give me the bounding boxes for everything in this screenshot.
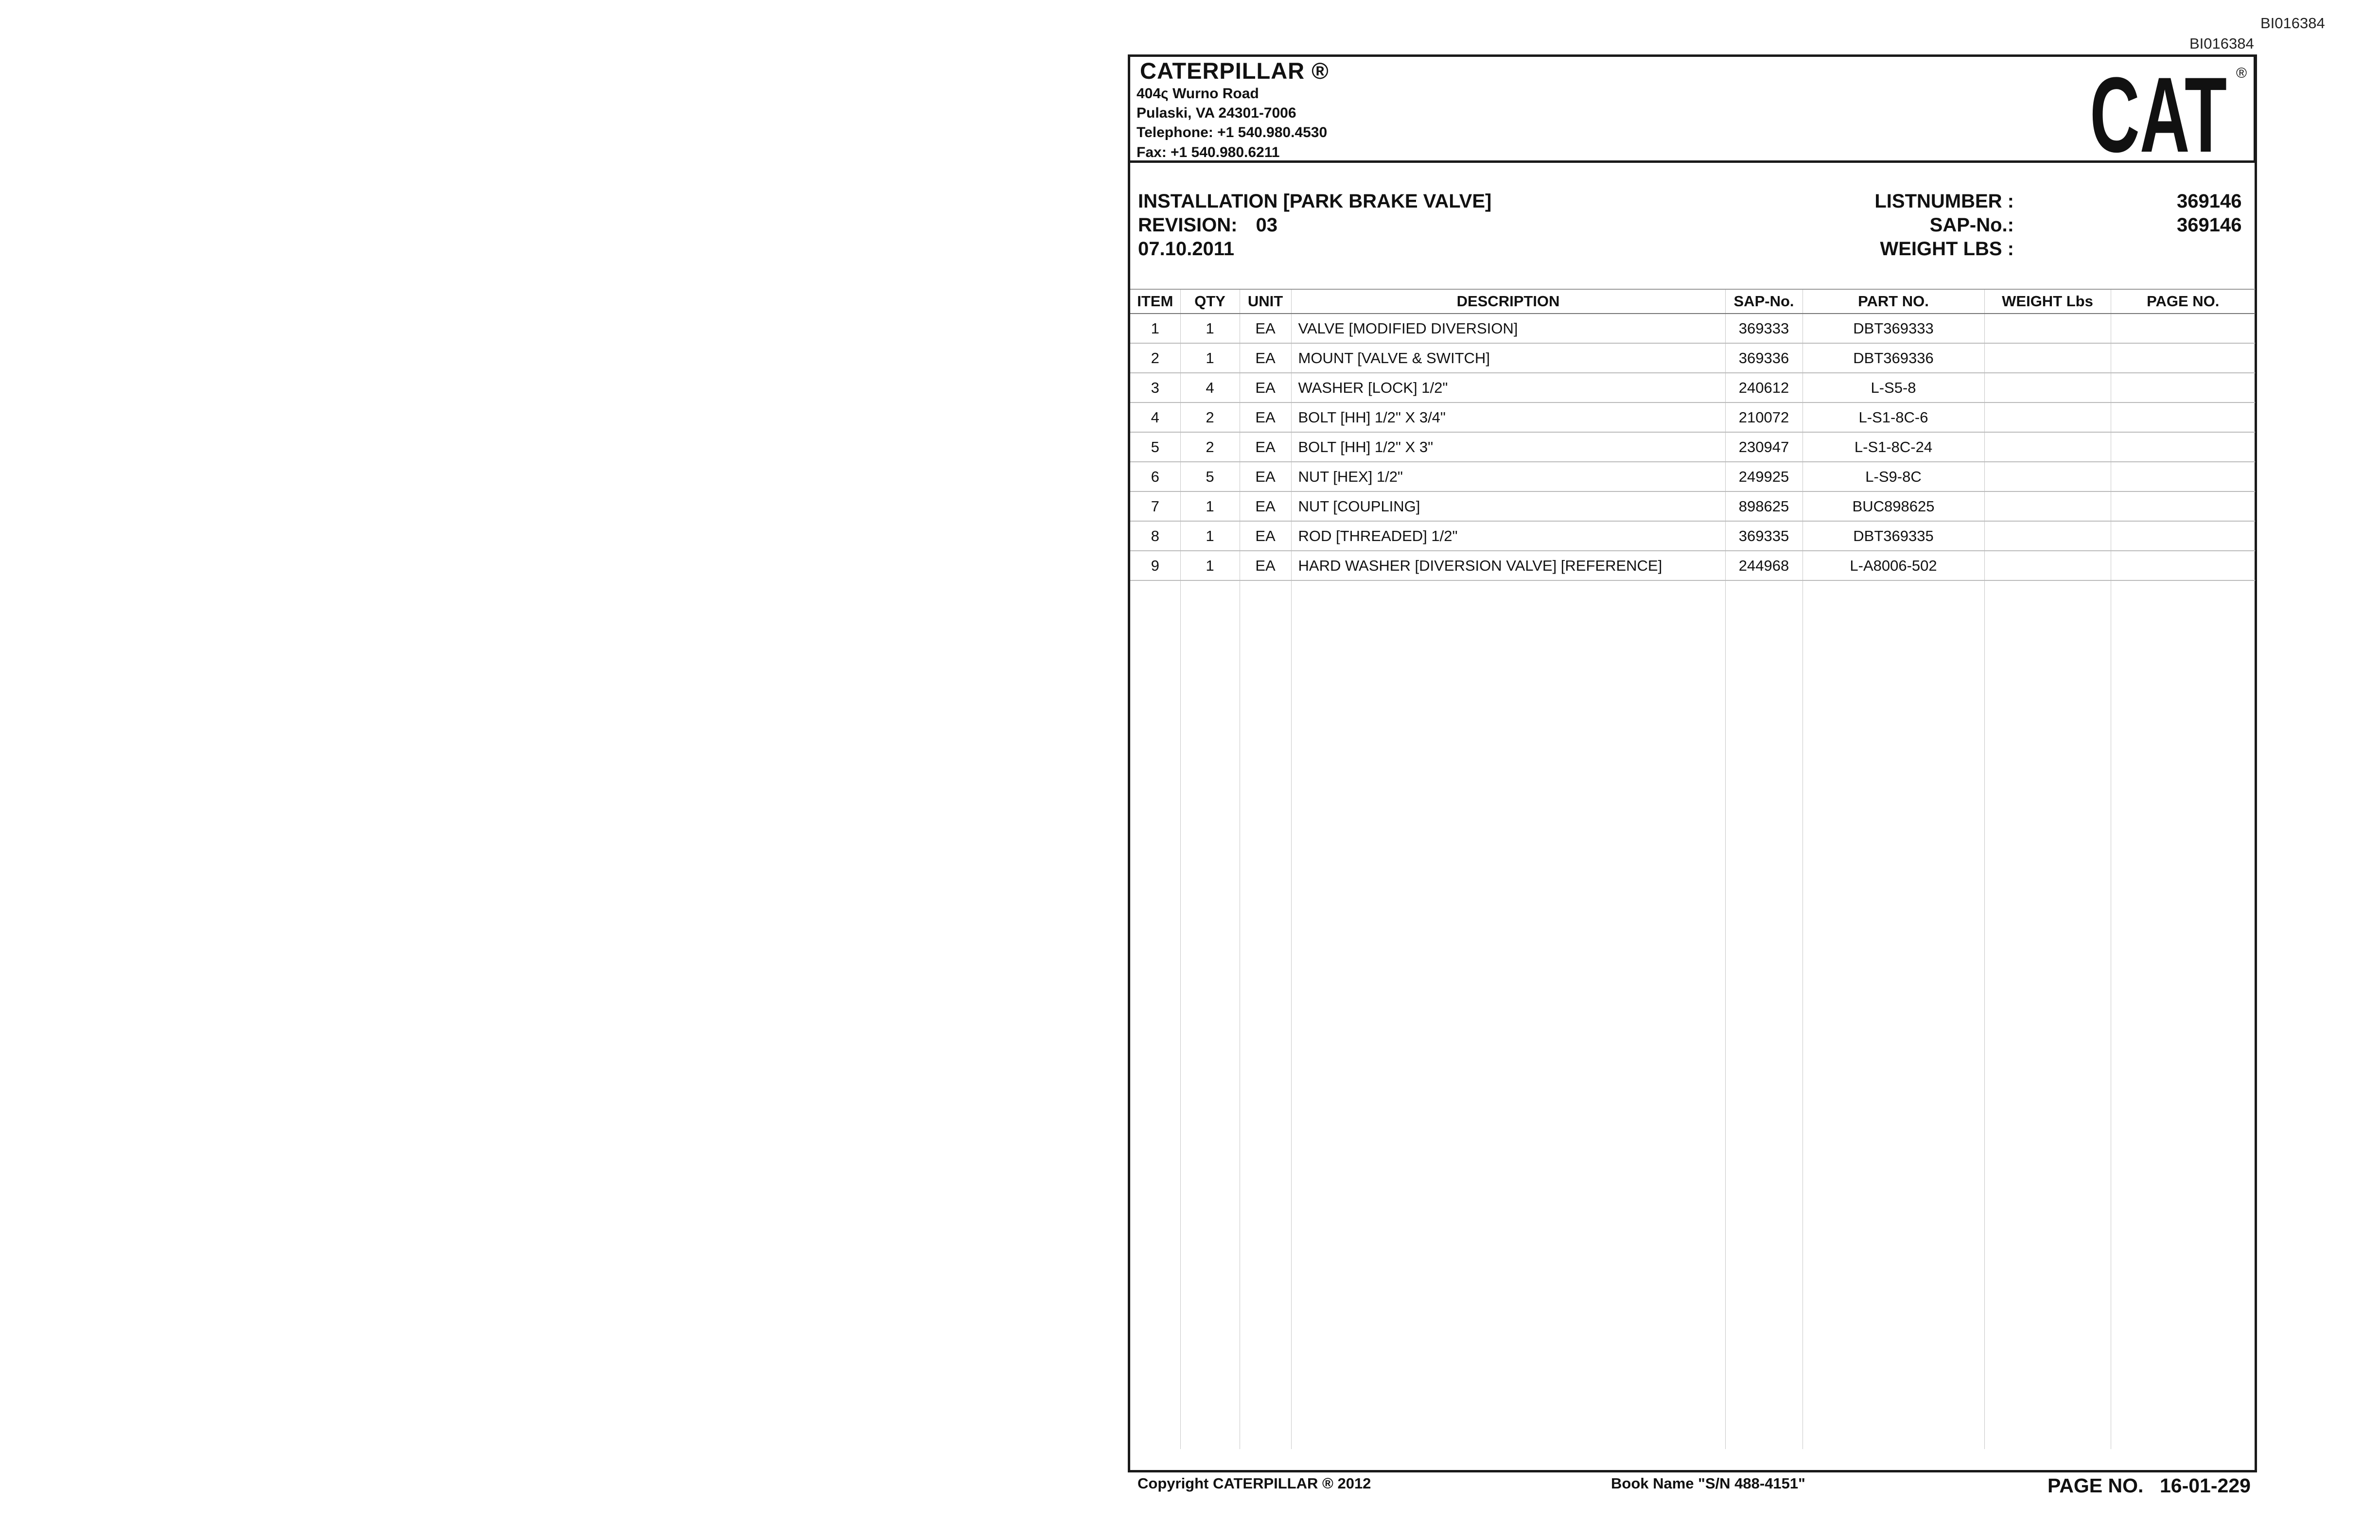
sap-number-label: SAP-No.: [1929, 214, 2014, 236]
cell-item: 1 [1130, 314, 1180, 343]
cell-sap-number: 369336 [1725, 343, 1802, 373]
cell-weight [1984, 432, 2111, 462]
header-border [2254, 54, 2257, 162]
company-phone: Telephone: +1 540.980.4530 [1137, 124, 1328, 140]
cell-description: NUT [HEX] 1/2" [1291, 462, 1725, 491]
revision-line [1138, 214, 1278, 236]
table-row [1130, 491, 2255, 521]
cell-unit: EA [1240, 402, 1291, 432]
document-id-top: BI016384 [2260, 15, 2325, 32]
cell-qty: 2 [1180, 432, 1240, 462]
cell-part-number: BUC898625 [1802, 491, 1984, 521]
cell-weight [1984, 521, 2111, 551]
cell-part-number: DBT369335 [1802, 521, 1984, 551]
cell-sap-number: 369333 [1725, 314, 1802, 343]
cell-description: WASHER [LOCK] 1/2" [1291, 373, 1725, 402]
cell-sap-number: 230947 [1725, 432, 1802, 462]
revision-label: REVISION: [1138, 214, 1238, 236]
cell-unit: EA [1240, 373, 1291, 402]
copyright-notice: Copyright CATERPILLAR ® 2012 [1138, 1475, 1371, 1492]
table-header-row [1130, 289, 2255, 314]
cell-qty: 4 [1180, 373, 1240, 402]
cell-unit: EA [1240, 462, 1291, 491]
cell-weight [1984, 551, 2111, 580]
company-fax: Fax: +1 540.980.6211 [1137, 144, 1280, 160]
document-id: BI016384 [2189, 35, 2254, 52]
cell-unit: EA [1240, 343, 1291, 373]
cell-page-number [2111, 402, 2255, 432]
cat-logo-text: CAT [2090, 63, 2227, 156]
column-header-item: ITEM [1130, 289, 1180, 314]
column-header-unit: UNIT [1240, 289, 1291, 314]
table-row [1130, 462, 2255, 491]
cell-description: BOLT [HH] 1/2" X 3" [1291, 432, 1725, 462]
cell-qty: 5 [1180, 462, 1240, 491]
page-number-label: PAGE NO. [2048, 1474, 2144, 1497]
cell-sap-number: 249925 [1725, 462, 1802, 491]
table-row [1130, 521, 2255, 551]
cell-item: 5 [1130, 432, 1180, 462]
table-row [1130, 402, 2255, 432]
cell-unit: EA [1240, 551, 1291, 580]
cell-description: BOLT [HH] 1/2" X 3/4" [1291, 402, 1725, 432]
cell-item: 7 [1130, 491, 1180, 521]
cell-qty: 1 [1180, 521, 1240, 551]
cell-item: 9 [1130, 551, 1180, 580]
cell-sap-number: 210072 [1725, 402, 1802, 432]
cell-qty: 1 [1180, 551, 1240, 580]
table-row [1130, 343, 2255, 373]
cell-page-number [2111, 314, 2255, 343]
company-name: CATERPILLAR ® [1140, 58, 1329, 84]
cell-weight [1984, 462, 2111, 491]
revision-value: 03 [1256, 214, 1278, 236]
cell-part-number: L-S5-8 [1802, 373, 1984, 402]
cell-qty: 1 [1180, 343, 1240, 373]
cell-page-number [2111, 521, 2255, 551]
cell-unit: EA [1240, 521, 1291, 551]
table-row [1130, 551, 2255, 580]
column-header-description: DESCRIPTION [1291, 289, 1725, 314]
cell-item: 4 [1130, 402, 1180, 432]
cell-page-number [2111, 551, 2255, 580]
cell-unit: EA [1240, 314, 1291, 343]
cell-qty: 2 [1180, 402, 1240, 432]
company-street: 404ς Wurno Road [1137, 86, 1259, 102]
cell-weight [1984, 373, 2111, 402]
header-divider [1128, 160, 2257, 163]
cell-page-number [2111, 373, 2255, 402]
cell-description: ROD [THREADED] 1/2" [1291, 521, 1725, 551]
cell-unit: EA [1240, 491, 1291, 521]
table-row [1130, 373, 2255, 402]
cell-item: 2 [1130, 343, 1180, 373]
cell-page-number [2111, 432, 2255, 462]
cat-logo-registered-mark: ® [2236, 65, 2247, 81]
cell-item: 6 [1130, 462, 1180, 491]
cell-part-number: L-S1-8C-24 [1802, 432, 1984, 462]
cell-description: MOUNT [VALVE & SWITCH] [1291, 343, 1725, 373]
cell-item: 3 [1130, 373, 1180, 402]
cell-item: 8 [1130, 521, 1180, 551]
cell-weight [1984, 491, 2111, 521]
document-date: 07.10.2011 [1138, 238, 1234, 260]
cell-part-number: L-A8006-502 [1802, 551, 1984, 580]
column-header-sap-number: SAP-No. [1725, 289, 1802, 314]
cell-weight [1984, 402, 2111, 432]
cell-weight [1984, 343, 2111, 373]
company-city: Pulaski, VA 24301-7006 [1137, 105, 1296, 121]
cell-description: NUT [COUPLING] [1291, 491, 1725, 521]
parts-table [1130, 289, 2255, 1449]
cell-sap-number: 898625 [1725, 491, 1802, 521]
cat-logo [2088, 63, 2253, 156]
cell-unit: EA [1240, 432, 1291, 462]
cell-sap-number: 369335 [1725, 521, 1802, 551]
book-name: Book Name "S/N 488-4151" [1611, 1475, 1805, 1492]
list-number-label: LISTNUMBER : [1874, 191, 2014, 212]
cell-description: VALVE [MODIFIED DIVERSION] [1291, 314, 1725, 343]
column-header-qty: QTY [1180, 289, 1240, 314]
cell-sap-number: 240612 [1725, 373, 1802, 402]
cell-part-number: DBT369336 [1802, 343, 1984, 373]
cell-part-number: DBT369333 [1802, 314, 1984, 343]
cell-page-number [2111, 462, 2255, 491]
cell-page-number [2111, 491, 2255, 521]
weight-label: WEIGHT LBS : [1880, 238, 2014, 260]
cell-sap-number: 244968 [1725, 551, 1802, 580]
cell-description: HARD WASHER [DIVERSION VALVE] [REFERENCE] [1291, 551, 1725, 580]
document-title: INSTALLATION [PARK BRAKE VALVE] [1138, 191, 1492, 212]
cell-part-number: L-S1-8C-6 [1802, 402, 1984, 432]
list-number-value: 369146 [2177, 191, 2242, 212]
table-blank-area [1130, 580, 2255, 1449]
column-header-part-number: PART NO. [1802, 289, 1984, 314]
column-header-weight: WEIGHT Lbs [1984, 289, 2111, 314]
cell-page-number [2111, 343, 2255, 373]
cell-qty: 1 [1180, 491, 1240, 521]
cell-weight [1984, 314, 2111, 343]
table-row [1130, 314, 2255, 343]
sap-number-value: 369146 [2177, 214, 2242, 236]
table-row [1130, 432, 2255, 462]
cell-part-number: L-S9-8C [1802, 462, 1984, 491]
column-header-page-number: PAGE NO. [2111, 289, 2255, 314]
page-number-value: 16-01-229 [2160, 1474, 2251, 1497]
cell-qty: 1 [1180, 314, 1240, 343]
